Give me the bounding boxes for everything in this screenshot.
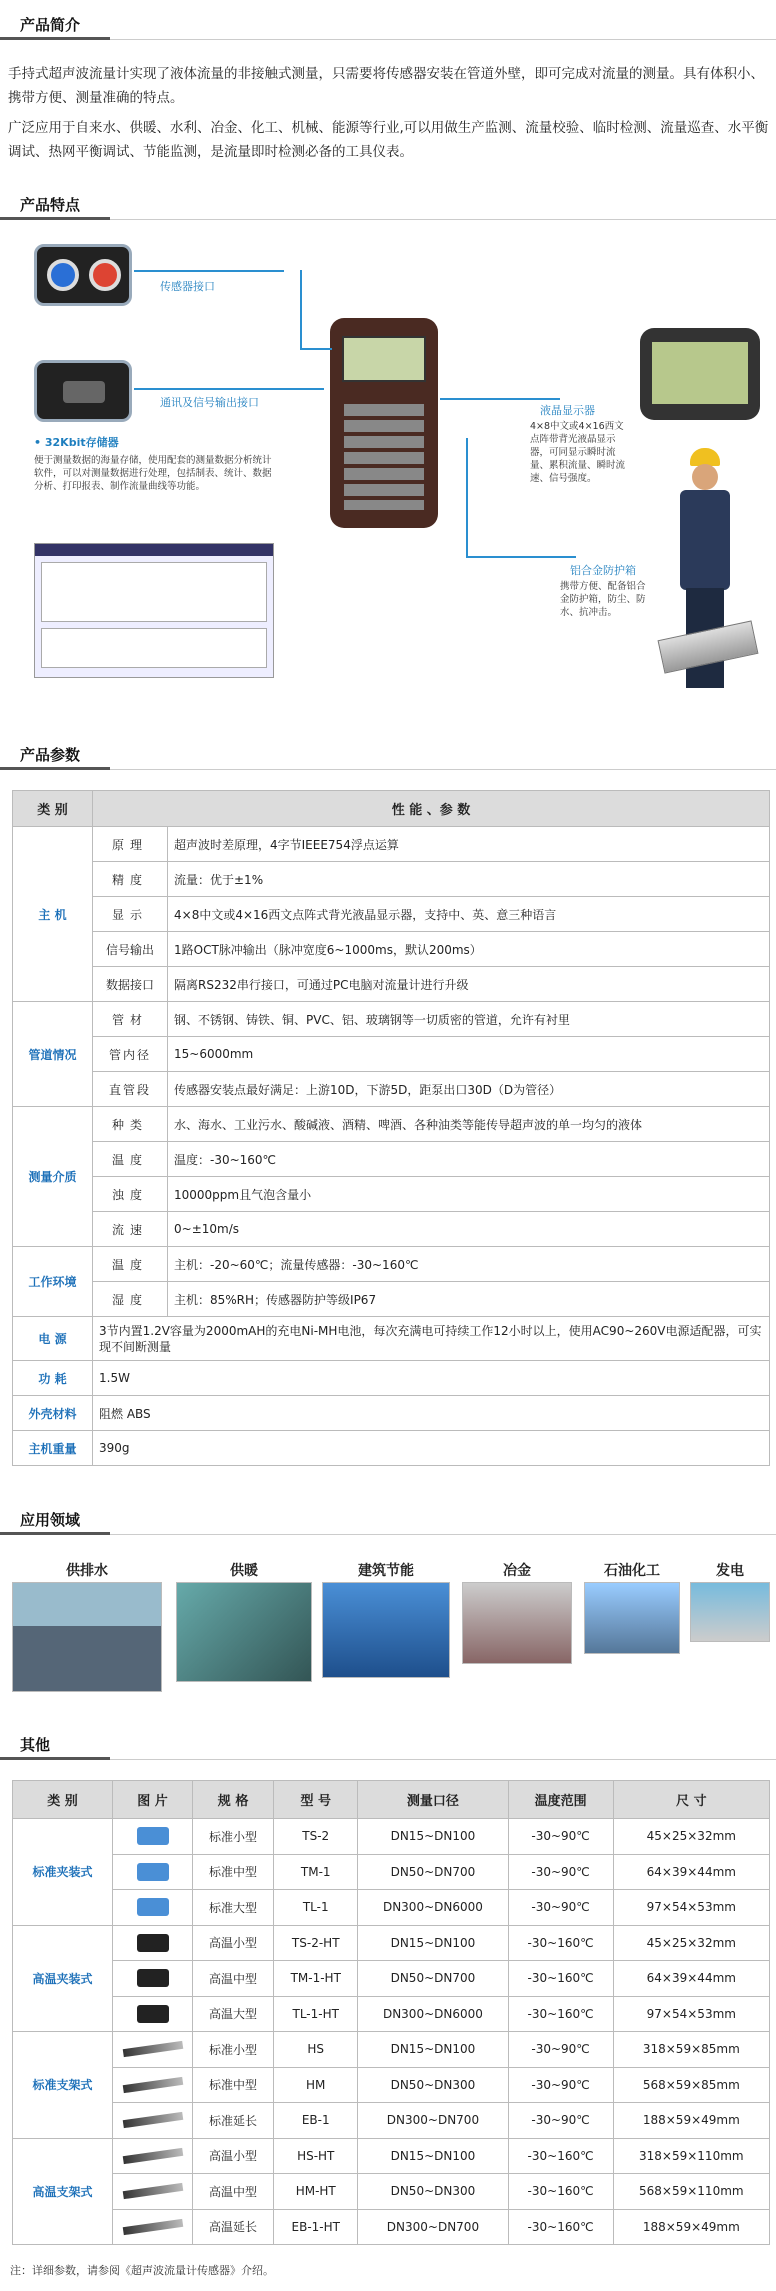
table-cell: -30~160℃ (508, 2138, 613, 2174)
params-table: 类 别 性 能 、参 数 主 机 原理 超声波时差原理，4字节IEEE754浮点运算 精度 流量：优于±1% 显示 4×8中文或4×16西文点阵式背光液晶显示器，支持中、英、意三种语言 信号输出 1路OCT脉冲输出（脉冲宽度6~1000ms，默认200ms） 数据接口 隔离RS232串行接口，可通过PC电脑对流量计进行升级 管道情况 管材 钢、不锈钢、铸铁、铜、PVC、铝、玻璃钢等一切质密的管道，允许有衬里 管内径 15~6000mm 直管段 传感器安装点最好满足：上游10D，下游5D，距泵出口30D（D为管径） 测量介质 种类 水、海水、工业污水、酸碱液、酒精、啤酒、各种油类等能传导超声波的单一均匀的液体 温度 温度：-30~160℃ 浊度 10000ppm且气泡含量小 流速 0~±10m/s 工作环境 温度 主机：-20~60℃；流量传感器：-30~160℃ 湿度 主机：85%RH；传感器防护等级IP67 电 源 3节内置1.2V容量为2000mAH的充电Ni-MH电池，每次充满电可持续工作12小时以上，使用AC90~260V电源适配器，可实现不间断测量 功 耗 1.5W 外壳材料 阻燃 ABS 主机重量 390g (12, 790, 770, 1466)
table-cell: 高温延长 (193, 2209, 274, 2245)
group-name: 标准夹装式 (13, 1819, 113, 1926)
table-row (13, 2103, 770, 2139)
app-building: 建筑节能 (322, 1560, 450, 1678)
table-cell: DN50~DN700 (358, 1854, 508, 1890)
table-row (13, 1854, 770, 1890)
table-cell: HM (274, 2067, 358, 2103)
lcd-display-image (640, 328, 760, 420)
comm-label: 通讯及信号输出接口 (160, 396, 259, 409)
table-cell: DN15~DN100 (358, 1819, 508, 1855)
table-cell: 45×25×32mm (613, 1819, 769, 1855)
comm-connector-image (34, 360, 132, 422)
table-cell: 标准小型 (193, 1819, 274, 1855)
table-cell: HS (274, 2032, 358, 2068)
table-cell: TM-1-HT (274, 1961, 358, 1997)
table-cell: 318×59×85mm (613, 2032, 769, 2068)
lcd-desc: 4×8中文或4×16西文点阵带背光液晶显示器，可同显示瞬时流量、累积流量、瞬时流速、信号强度。 (530, 421, 626, 484)
header-cell: 温度范围 (508, 1781, 613, 1819)
table-cell: 标准大型 (193, 1890, 274, 1926)
table-row (13, 2138, 770, 2174)
table-row (13, 2174, 770, 2210)
table-cell: 64×39×44mm (613, 1961, 769, 1997)
software-screenshot (34, 543, 274, 678)
sensor-image (113, 1961, 193, 1997)
cat-pipe: 管道情况 (13, 1002, 93, 1107)
app-power: 发电 (690, 1560, 770, 1642)
sensor-image (113, 2174, 193, 2210)
table-cell: -30~90℃ (508, 2103, 613, 2139)
app-water: 供排水 (12, 1560, 162, 1692)
table-cell: -30~90℃ (508, 2032, 613, 2068)
case-desc: 携带方便、配备铝合金防护箱，防尘、防水、抗冲击。 (560, 581, 646, 618)
header-cell: 图 片 (113, 1781, 193, 1819)
table-cell: -30~160℃ (508, 2174, 613, 2210)
table-cell: DN300~DN6000 (358, 1890, 508, 1926)
table-cell: 高温小型 (193, 1925, 274, 1961)
table-cell: -30~90℃ (508, 2067, 613, 2103)
sensor-image (113, 1925, 193, 1961)
table-cell: -30~160℃ (508, 1925, 613, 1961)
table-row (13, 1819, 770, 1855)
app-petrochem: 石油化工 (584, 1560, 680, 1654)
table-cell: -30~90℃ (508, 1819, 613, 1855)
sensor-image (113, 1890, 193, 1926)
section-intro: 产品简介 (0, 10, 776, 40)
sensor-image (113, 2138, 193, 2174)
header-cell: 尺 寸 (613, 1781, 769, 1819)
table-cell: 高温大型 (193, 1996, 274, 2032)
table-row (13, 1925, 770, 1961)
header-cell: 测量口径 (358, 1781, 508, 1819)
table-cell: 高温小型 (193, 2138, 274, 2174)
table-cell: 标准延长 (193, 2103, 274, 2139)
table-cell: DN50~DN300 (358, 2067, 508, 2103)
cat-env: 工作环境 (13, 1247, 93, 1317)
group-name: 高温夹装式 (13, 1925, 113, 2032)
app-heating: 供暖 (176, 1560, 312, 1682)
sensor-image (113, 1854, 193, 1890)
header-cell: 型 号 (274, 1781, 358, 1819)
sensor-image (113, 2103, 193, 2139)
note: 注：详细参数，请参阅《超声波流量计传感器》介绍。 (10, 2264, 274, 2277)
sensor-image (113, 1996, 193, 2032)
table-cell: 97×54×53mm (613, 1996, 769, 2032)
table-cell: 97×54×53mm (613, 1890, 769, 1926)
storage-desc: 便于测量数据的海量存储，使用配套的测量数据分析统计软件，可以对测量数据进行处理，包括制表、统计、数据分析、打印报表、制作流量曲线等功能。 (34, 455, 272, 492)
sensor-label: 传感器接口 (160, 280, 215, 293)
storage-label: • 32Kbit存储器 (34, 436, 119, 449)
table-cell: -30~160℃ (508, 2209, 613, 2245)
group-name: 高温支架式 (13, 2138, 113, 2245)
case-label: 铝合金防护箱 (570, 564, 636, 577)
cat-host: 主 机 (13, 827, 93, 1002)
table-cell: DN300~DN700 (358, 2103, 508, 2139)
table-row (13, 1890, 770, 1926)
table-row (13, 1961, 770, 1997)
table-row (13, 2032, 770, 2068)
section-other: 其他 (0, 1730, 776, 1760)
table-cell: 高温中型 (193, 1961, 274, 1997)
table-cell: TL-1 (274, 1890, 358, 1926)
table-cell: 188×59×49mm (613, 2209, 769, 2245)
table-cell: DN50~DN300 (358, 2174, 508, 2210)
intro-p1: 手持式超声波流量计实现了液体流量的非接触式测量，只需要将传感器安装在管道外壁，即可完成对流量的测量。具有体积小、携带方便、测量准确的特点。 (8, 66, 764, 106)
feature-diagram (0, 238, 776, 728)
intro-p2: 广泛应用于自来水、供暖、水利、冶金、化工、机械、能源等行业,可以用做生产监测、流量校验、临时检测、流量巡查、水平衡调试、热网平衡调试、节能监测，是流量即时检测必备的工具仪表。 (8, 120, 769, 160)
cat-medium: 测量介质 (13, 1107, 93, 1247)
sensor-table (12, 1780, 770, 2245)
table-cell: TS-2 (274, 1819, 358, 1855)
sensor-image (113, 2209, 193, 2245)
table-cell: DN15~DN100 (358, 2032, 508, 2068)
table-cell: EB-1 (274, 2103, 358, 2139)
table-cell: TM-1 (274, 1854, 358, 1890)
group-name: 标准支架式 (13, 2032, 113, 2139)
table-cell: 标准中型 (193, 2067, 274, 2103)
table-cell: HS-HT (274, 2138, 358, 2174)
header-cell: 规 格 (193, 1781, 274, 1819)
table-cell: -30~160℃ (508, 1996, 613, 2032)
table-row (13, 2067, 770, 2103)
sensor-image (113, 2067, 193, 2103)
table-cell: 568×59×110mm (613, 2174, 769, 2210)
table-cell: DN15~DN100 (358, 1925, 508, 1961)
table-cell: DN300~DN6000 (358, 1996, 508, 2032)
table-cell: 188×59×49mm (613, 2103, 769, 2139)
table-cell: 568×59×85mm (613, 2067, 769, 2103)
table-cell: 标准中型 (193, 1854, 274, 1890)
table-cell: -30~90℃ (508, 1854, 613, 1890)
table-cell: -30~90℃ (508, 1890, 613, 1926)
table-cell: HM-HT (274, 2174, 358, 2210)
section-apps: 应用领域 (0, 1505, 776, 1535)
table-cell: EB-1-HT (274, 2209, 358, 2245)
table-cell: 标准小型 (193, 2032, 274, 2068)
section-params: 产品参数 (0, 740, 776, 770)
table-cell: DN50~DN700 (358, 1961, 508, 1997)
handheld-device-image (330, 318, 438, 528)
table-cell: DN15~DN100 (358, 2138, 508, 2174)
table-cell: 64×39×44mm (613, 1854, 769, 1890)
sensor-image (113, 1819, 193, 1855)
sensor-image (113, 2032, 193, 2068)
table-cell: -30~160℃ (508, 1961, 613, 1997)
table-row (13, 1996, 770, 2032)
app-metallurgy: 冶金 (462, 1560, 572, 1664)
table-cell: 高温中型 (193, 2174, 274, 2210)
sensor-connector-image (34, 244, 132, 306)
table-cell: TL-1-HT (274, 1996, 358, 2032)
table-cell: DN300~DN700 (358, 2209, 508, 2245)
table-cell: TS-2-HT (274, 1925, 358, 1961)
table-row (13, 2209, 770, 2245)
header-cell: 类 别 (13, 1781, 113, 1819)
lcd-label: 液晶显示器 (540, 404, 595, 417)
section-features: 产品特点 (0, 190, 776, 220)
table-cell: 45×25×32mm (613, 1925, 769, 1961)
table-cell: 318×59×110mm (613, 2138, 769, 2174)
